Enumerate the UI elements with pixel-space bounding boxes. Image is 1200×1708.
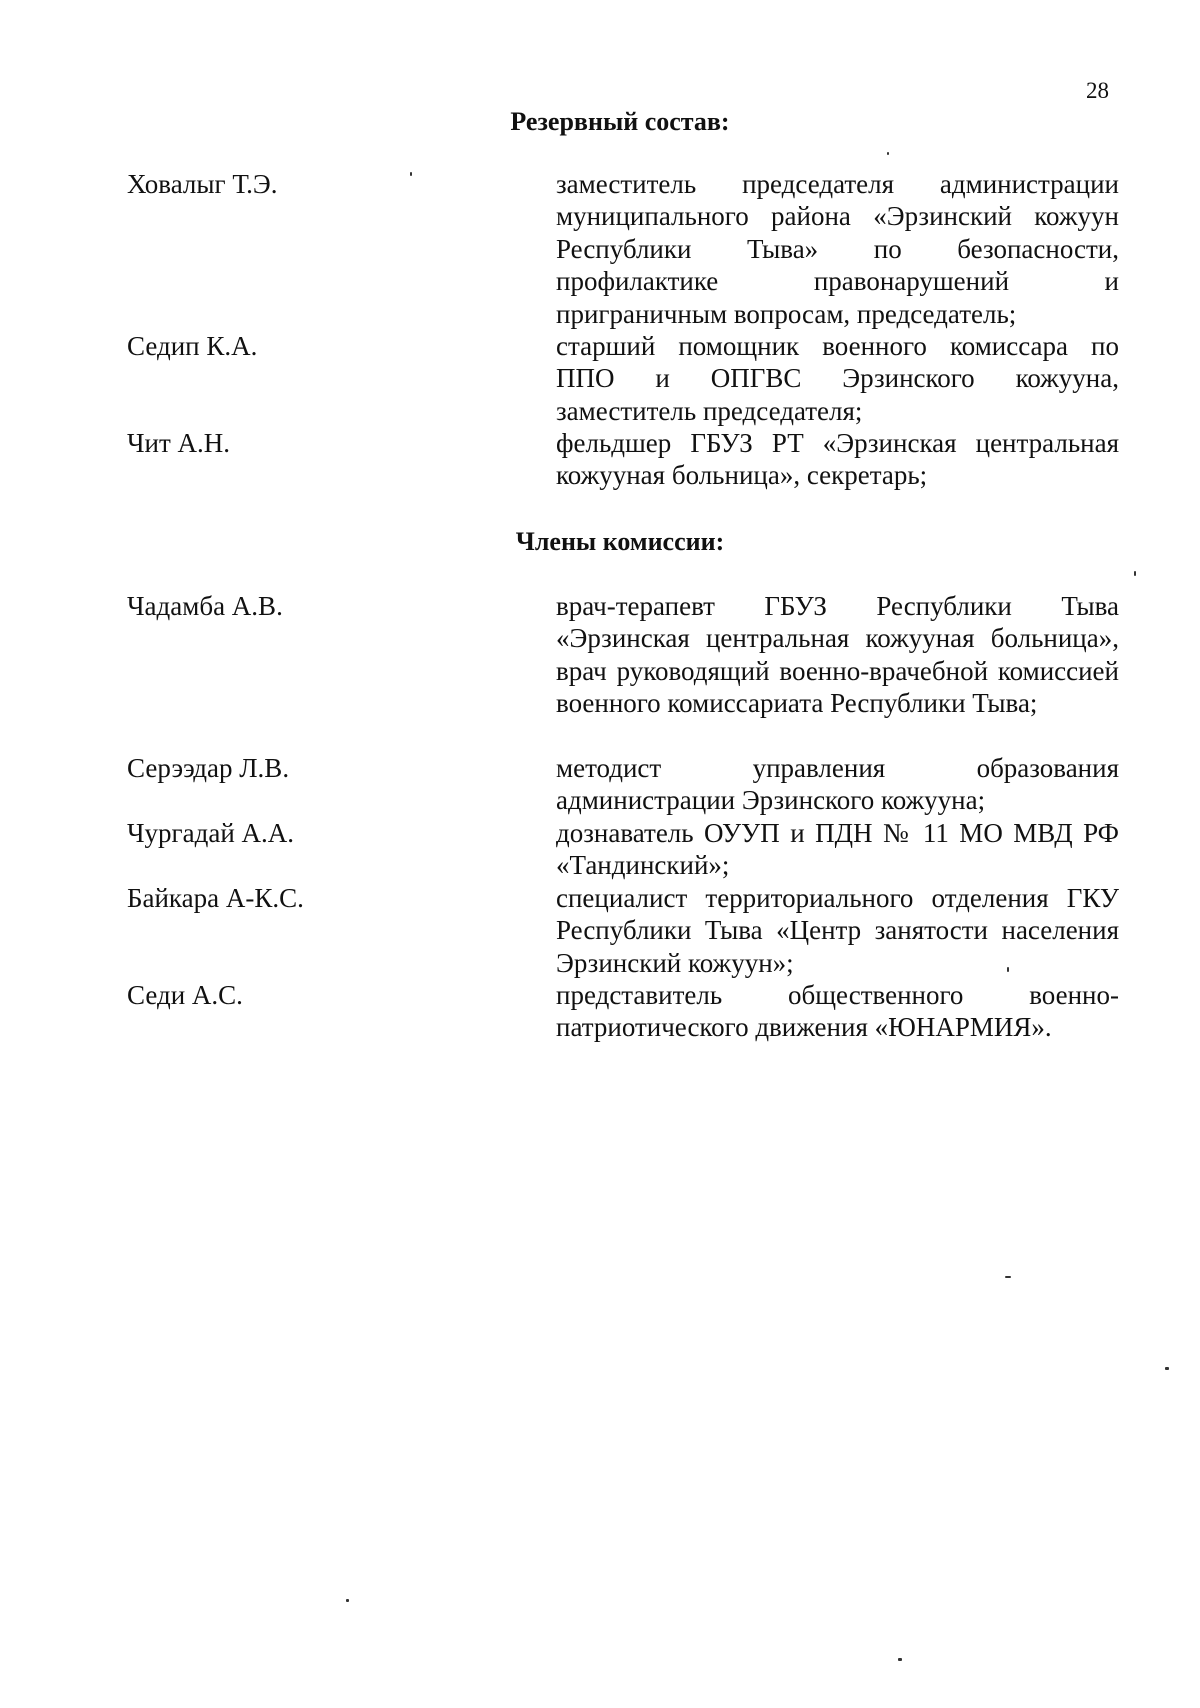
member-role: методист управления образования администрации Эрзинского кожууна; xyxy=(556,753,1119,816)
scan-speck xyxy=(1134,571,1136,576)
scan-speck xyxy=(1005,1276,1011,1278)
scan-speck xyxy=(410,172,412,176)
member-role: дознаватель ОУУП и ПДН № 11 МО МВД РФ «Тандинский»; xyxy=(556,818,1119,881)
member-name: Седи А.С. xyxy=(127,980,243,1010)
scan-speck xyxy=(1165,1367,1169,1370)
member-name: Седип К.А. xyxy=(127,331,258,361)
member-role: фельдшер ГБУЗ РТ «Эрзинская центральная кожууная больница», секретарь; xyxy=(556,428,1119,491)
scan-speck xyxy=(887,152,889,155)
scan-speck xyxy=(898,1658,902,1661)
member-name: Чургадай А.А. xyxy=(127,818,295,848)
reserve-section-heading: Резервный состав: xyxy=(510,107,730,136)
scan-speck xyxy=(1007,967,1009,972)
page-number: 28 xyxy=(1086,78,1109,103)
member-role: старший помощник военного комиссара по ППО и ОПГВС Эрзинского кожууна, заместитель председателя; xyxy=(556,331,1119,426)
member-name: Ховалыг Т.Э. xyxy=(127,169,278,199)
member-name: Чадамба А.В. xyxy=(127,591,283,621)
member-name: Байкара А-К.С. xyxy=(127,883,304,913)
member-role: заместитель председателя администрации муниципального района «Эрзинский кожуун Республики Тыва» по безопасности, профилактике правонарушений и приграничным вопросам, председатель; xyxy=(556,169,1119,329)
member-role: специалист территориального отделения ГКУ Республики Тыва «Центр занятости населения Эрзинский кожуун»; xyxy=(556,883,1119,978)
member-role: представитель общественного военно-патриотического движения «ЮНАРМИЯ». xyxy=(556,980,1119,1043)
member-name: Чит А.Н. xyxy=(127,428,231,458)
scan-speck xyxy=(346,1599,349,1602)
member-role: врач-терапевт ГБУЗ Республики Тыва «Эрзинская центральная кожууная больница», врач руководящий военно-врачебной комиссией военного комиссариата Республики Тыва; xyxy=(556,591,1119,719)
member-name: Серээдар Л.В. xyxy=(127,753,290,783)
members-section-heading: Члены комиссии: xyxy=(515,527,725,556)
